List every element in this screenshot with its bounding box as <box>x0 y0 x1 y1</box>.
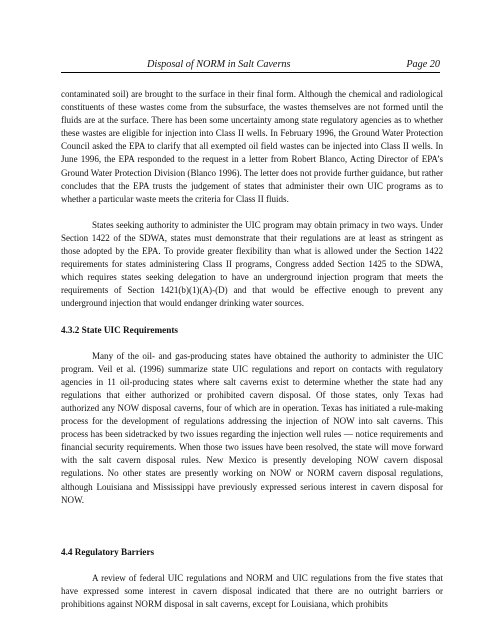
section-spacer <box>61 507 443 546</box>
paragraph-continued: contaminated soil) are brought to the surface in their final form. Although the chemical and radiological constituents of these wastes come from the subsurface, the wastes themselves are not formed until the fluids are at the surface. There has been some uncertainty among state regulatory agencies as to whether these wastes are eligible for injection into Class II wells. In February 1996, the Ground Water Protection Council asked the EPA to clarify that all exempted oil field wastes can be injected into Class II wells. In June 1996, the EPA responded to the request in a letter from Robert Blanco, Acting Director of EPA’s Ground Water Protection Division (Blanco 1996). The letter does not provide further guidance, but rather concludes that the EPA trusts the judgement of states that administer their own UIC programs as to whether a particular waste meets the criteria for Class II fluids. <box>61 89 443 204</box>
header-title: Disposal of NORM in Salt Caverns <box>147 59 291 70</box>
paragraph-regulatory-barriers: A review of federal UIC regulations and NORM and UIC regulations from the five states that have expressed some interest in cavern disposal indicated that there are no outright barriers or prohibitions against NORM disposal in salt caverns, except for Louisiana, which prohibits <box>61 572 443 609</box>
paragraph-state-requirements: Many of the oil- and gas-producing states have obtained the authority to administer the UIC program. Veil et al. (1996) summarize state UIC regulations and report on contacts with regulatory agencies in 11 oil-producing states where salt caverns exist to determine whether the state had any regulations that either authorized or prohibited cavern disposal. Of those states, only Texas had authorized any NOW disposal caverns, four of which are in operation. Texas has initiated a rule-making process for the development of regulations addressing the injection of NOW into salt caverns. This process has been sidetracked by two issues regarding the injection well rules — notice requirements and financial security requirements. When those two issues have been resolved, the state will move forward with the salt cavern disposal rules. New Mexico is presently developing NOW cavern disposal regulations. No other states are presently working on NOW or NORM cavern disposal regulations, although Louisiana and Mississippi have previously expressed serious interest in cavern disposal for NOW. <box>61 350 443 505</box>
paragraph-primacy: States seeking authority to administer the UIC program may obtain primacy in two ways. Under Section 1422 of the SDWA, states must demonstrate that their regulations are at least as stringent as those adopted by the EPA. To provide greater flexibility than what is allowed under the Section 1422 requirements for states administering Class II programs, Congress added Section 1425 to the SDWA, which requires states seeking delegation to have an underground injection program that meets the requirements of Section 1421(b)(1)(A)-(D) and that would be effective enough to prevent any underground injection that would endanger drinking water sources. <box>61 219 443 309</box>
header-rule <box>61 72 440 73</box>
page-number: Page 20 <box>406 59 440 70</box>
body-text <box>61 88 443 611</box>
paragraph-spacer <box>61 311 443 324</box>
section-heading-4-4: 4.4 Regulatory Barriers <box>61 546 155 557</box>
running-header <box>61 58 440 72</box>
paragraph-spacer <box>61 559 443 572</box>
paragraph-spacer <box>61 337 443 350</box>
section-heading-4-3-2: 4.3.2 State UIC Requirements <box>61 324 178 335</box>
paragraph-spacer <box>61 206 443 219</box>
